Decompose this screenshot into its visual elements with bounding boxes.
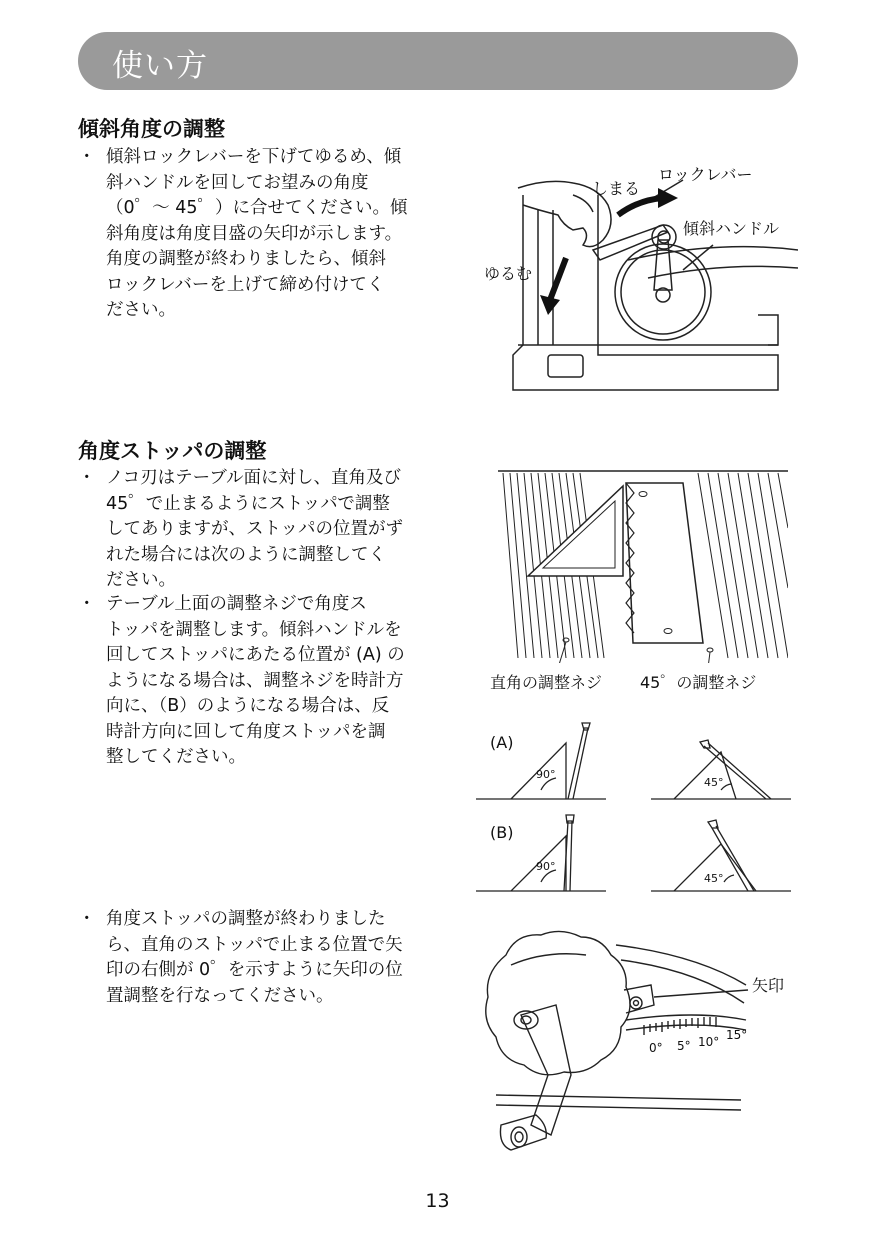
label-tighten: しまる [592,179,641,198]
bullet-dot: ・ [78,147,96,167]
bullet-text: 角度ストッパの調整が終わりました ら、直角のストッパで止まる位置で矢 印の右側が 0゜を示すように矢印の位 置調整を行なってください。 [106,909,403,1006]
scale-label-15: 15° [726,1028,748,1042]
scale-label-5: 5° [677,1039,691,1053]
scale-label-10: 10° [698,1035,720,1049]
bullet-dot: ・ [78,468,96,488]
bullet-dot: ・ [78,909,96,929]
angle-90-b: 90° [536,860,556,873]
bullet-arrow-adjust [78,907,468,1009]
saw-table-figure [498,468,788,663]
angle-45-a: 45° [704,776,724,789]
header-banner [78,32,798,90]
label-loosen: ゆるむ [484,264,533,283]
bullet-text: ノコ刃はテーブル面に対し、直角及び 45゜で止まるようにストッパで調整 してありますが、ストッパの位置がず れた場合には次のように調整してく ださい。 [106,468,403,590]
bullet-tilt-angle [78,145,468,324]
page-title: 使い方 [112,48,208,84]
angle-90-a: 90° [536,768,556,781]
label-case-a: (A) [490,733,514,752]
section-heading-angle-stopper: 角度ストッパの調整 [78,439,267,463]
label-tilt-handle: 傾斜ハンドル [683,219,780,238]
bullet-angle-stopper-2 [78,592,468,771]
section-heading-tilt-angle: 傾斜角度の調整 [78,117,225,141]
page-number: 13 [425,1190,450,1212]
scale-handle-figure [476,925,776,1160]
bullet-text: テーブル上面の調整ネジで角度ス トッパを調整します。傾斜ハンドルを 回してストッパにあたる位置が (A) の ようになる場合は、調整ネジを時計方 向に、（B）のようになる場合は、反 時計方向に回して角度ストッパを調 整してください。 [106,594,405,767]
label-arrow: 矢印 [752,976,785,995]
angle-45-b: 45° [704,872,724,885]
stopper-cases-figure [476,718,796,898]
bullet-text: 傾斜ロックレバーを下げてゆるめ、傾 斜ハンドルを回してお望みの角度 （0゜～ 45゜）に合せてください。傾 斜角度は角度目盛の矢印が示します。 角度の調整が終わりましたら、傾斜 ロックレバーを上げて締め付けてく ださい。 [106,147,408,320]
label-lock-lever: ロックレバー [658,165,753,184]
label-45-screw: 45゜の調整ネジ [640,673,757,692]
bullet-dot: ・ [78,594,96,614]
label-right-angle-screw: 直角の調整ネジ [490,673,603,692]
scale-label-0: 0° [649,1041,663,1055]
bullet-angle-stopper-1 [78,466,468,594]
label-case-b: (B) [490,823,514,842]
